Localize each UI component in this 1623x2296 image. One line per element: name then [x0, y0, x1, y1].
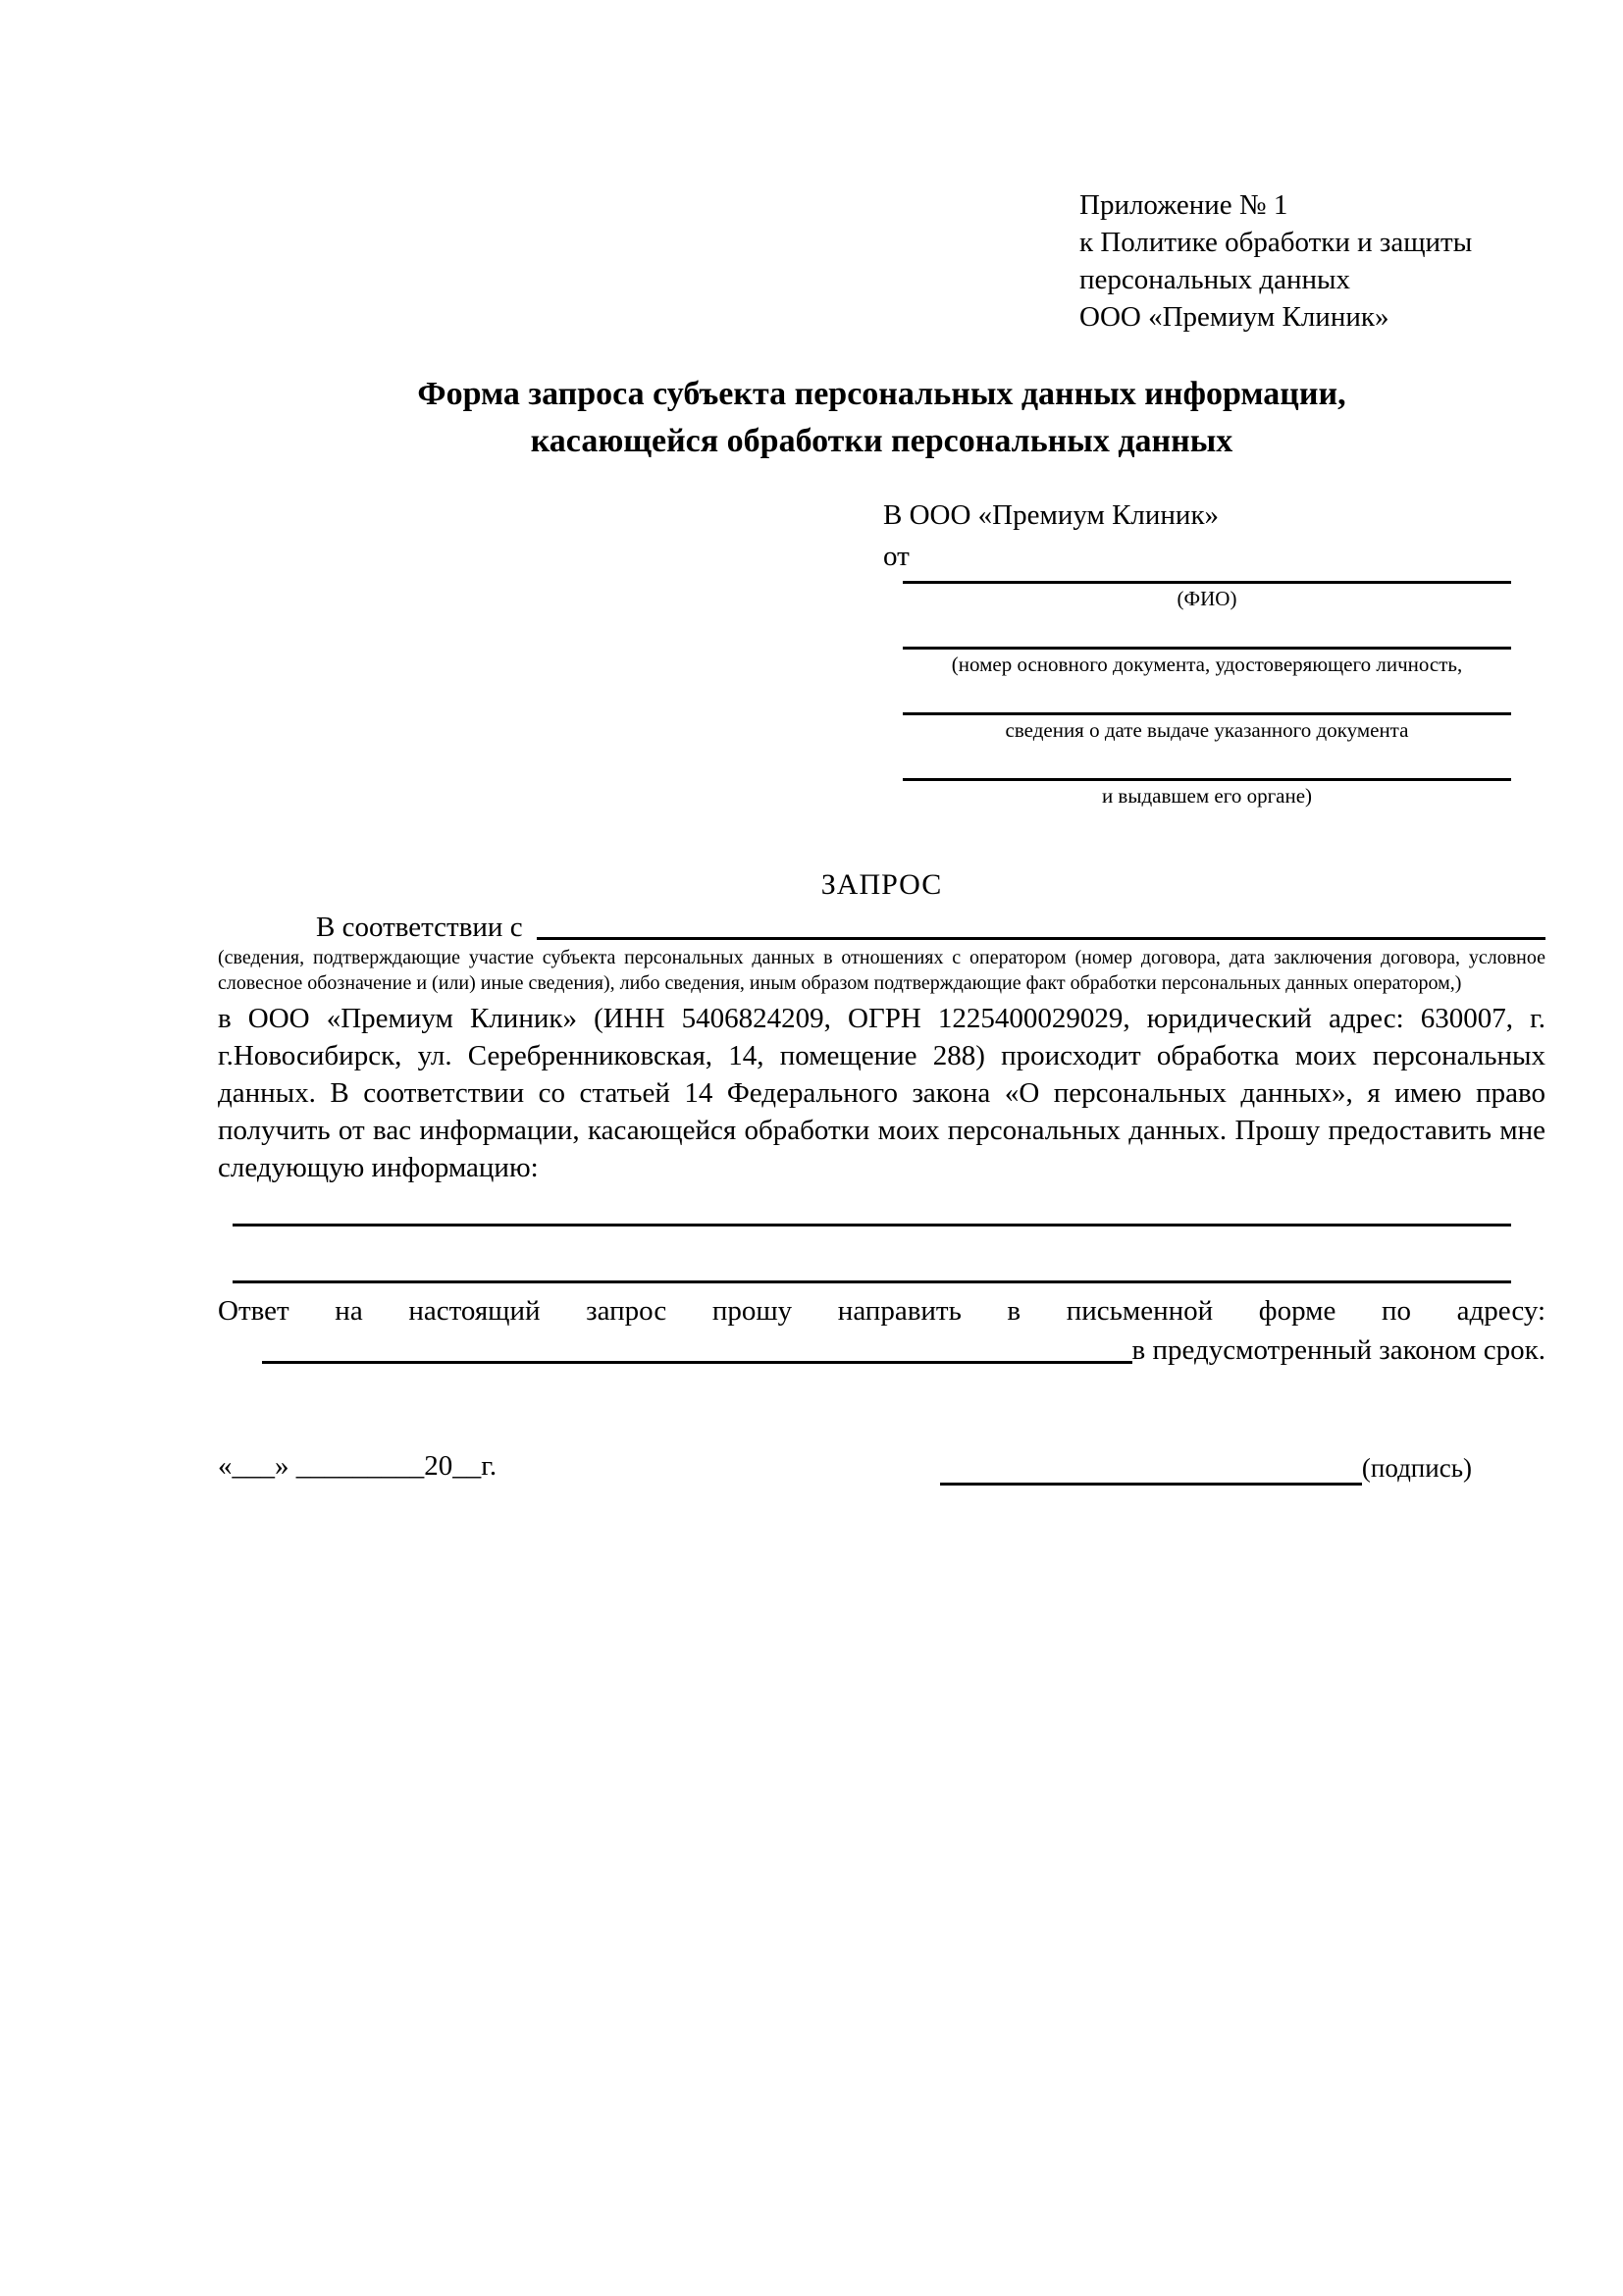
addressee-from-label: от: [883, 541, 910, 572]
signature-fill-line: [940, 1447, 1362, 1486]
request-heading: ЗАПРОС: [820, 868, 943, 901]
issuing-authority-caption: и выдавшем его органе): [1101, 784, 1313, 808]
document-title-line: касающейся обработки персональных данных: [530, 423, 1233, 459]
appendix-line: Приложение № 1: [1079, 189, 1288, 221]
intro-fill-line: [537, 910, 1545, 940]
fio-field: [903, 577, 1511, 611]
issue-date-field: [903, 708, 1511, 743]
fio-fill-line: [903, 577, 1511, 584]
reply-paragraph: [218, 1291, 1545, 1370]
reply-address-fill-line: [262, 1331, 1132, 1364]
signature-caption: (подпись): [1361, 1453, 1472, 1483]
reply-instruction: Ответ на настоящий запрос прошу направить в письменной форме по адресу:: [218, 1295, 1545, 1327]
document-title: [218, 371, 1545, 465]
reply-address-row: [218, 1331, 1545, 1370]
intro-line: [218, 910, 1545, 945]
document-number-caption: (номер основного документа, удостоверяющего личность,: [951, 652, 1463, 676]
issuing-authority-fill-line: [903, 774, 1511, 781]
body-paragraph: в ООО «Премиум Клиник» (ИНН 5406824209, ОГРН 1225400029029, юридический адрес: 630007, г. г.Новосибирск, ул. Серебренниковская, 14, помещение 288) происходит обработка моих персональных данных. В соответствии со статьей 14 Федерального закона «О персональных данных», я имею право получить от вас информации, касающейся обработки моих персональных данных. Прошу предоставить мне следующую информацию:: [218, 1003, 1545, 1183]
addressee-to-line: В ООО «Премиум Клиник»: [883, 499, 1220, 531]
issue-date-caption: сведения о дате выдаче указанного документа: [1005, 718, 1409, 742]
document-number-field: [903, 643, 1511, 677]
appendix-line: ООО «Премиум Клиник»: [1079, 301, 1389, 333]
signature-group: [940, 1447, 1472, 1486]
fio-caption: (ФИО): [1177, 587, 1237, 610]
footer-row: [218, 1446, 1545, 1486]
addressee-block: [883, 495, 1516, 809]
reply-tail-text: в предусмотренный законом срок.: [1131, 1334, 1545, 1366]
fine-print-note: (сведения, подтверждающие участие субъекта персональных данных в отношениях с оператором (номер договора, дата заключения договора, условное словесное обозначение и (или) иные сведения), либо сведения, иным образом подтверждающие факт обработки персональных данных оператором,): [218, 947, 1545, 994]
appendix-line: персональных данных: [1079, 264, 1351, 295]
issue-date-fill-line: [903, 708, 1511, 715]
appendix-line: к Политике обработки и защиты: [1079, 227, 1473, 258]
date-line: «___» _________20__г.: [218, 1450, 497, 1482]
issuing-authority-field: [903, 774, 1511, 809]
blank-fill-line-1: [233, 1224, 1511, 1226]
blank-fill-line-2: [233, 1280, 1511, 1283]
document-number-fill-line: [903, 643, 1511, 650]
appendix-block: [1079, 186, 1545, 336]
intro-prefix: В соответствии с: [316, 912, 523, 943]
document-title-line: Форма запроса субъекта персональных данных информации,: [417, 376, 1346, 412]
